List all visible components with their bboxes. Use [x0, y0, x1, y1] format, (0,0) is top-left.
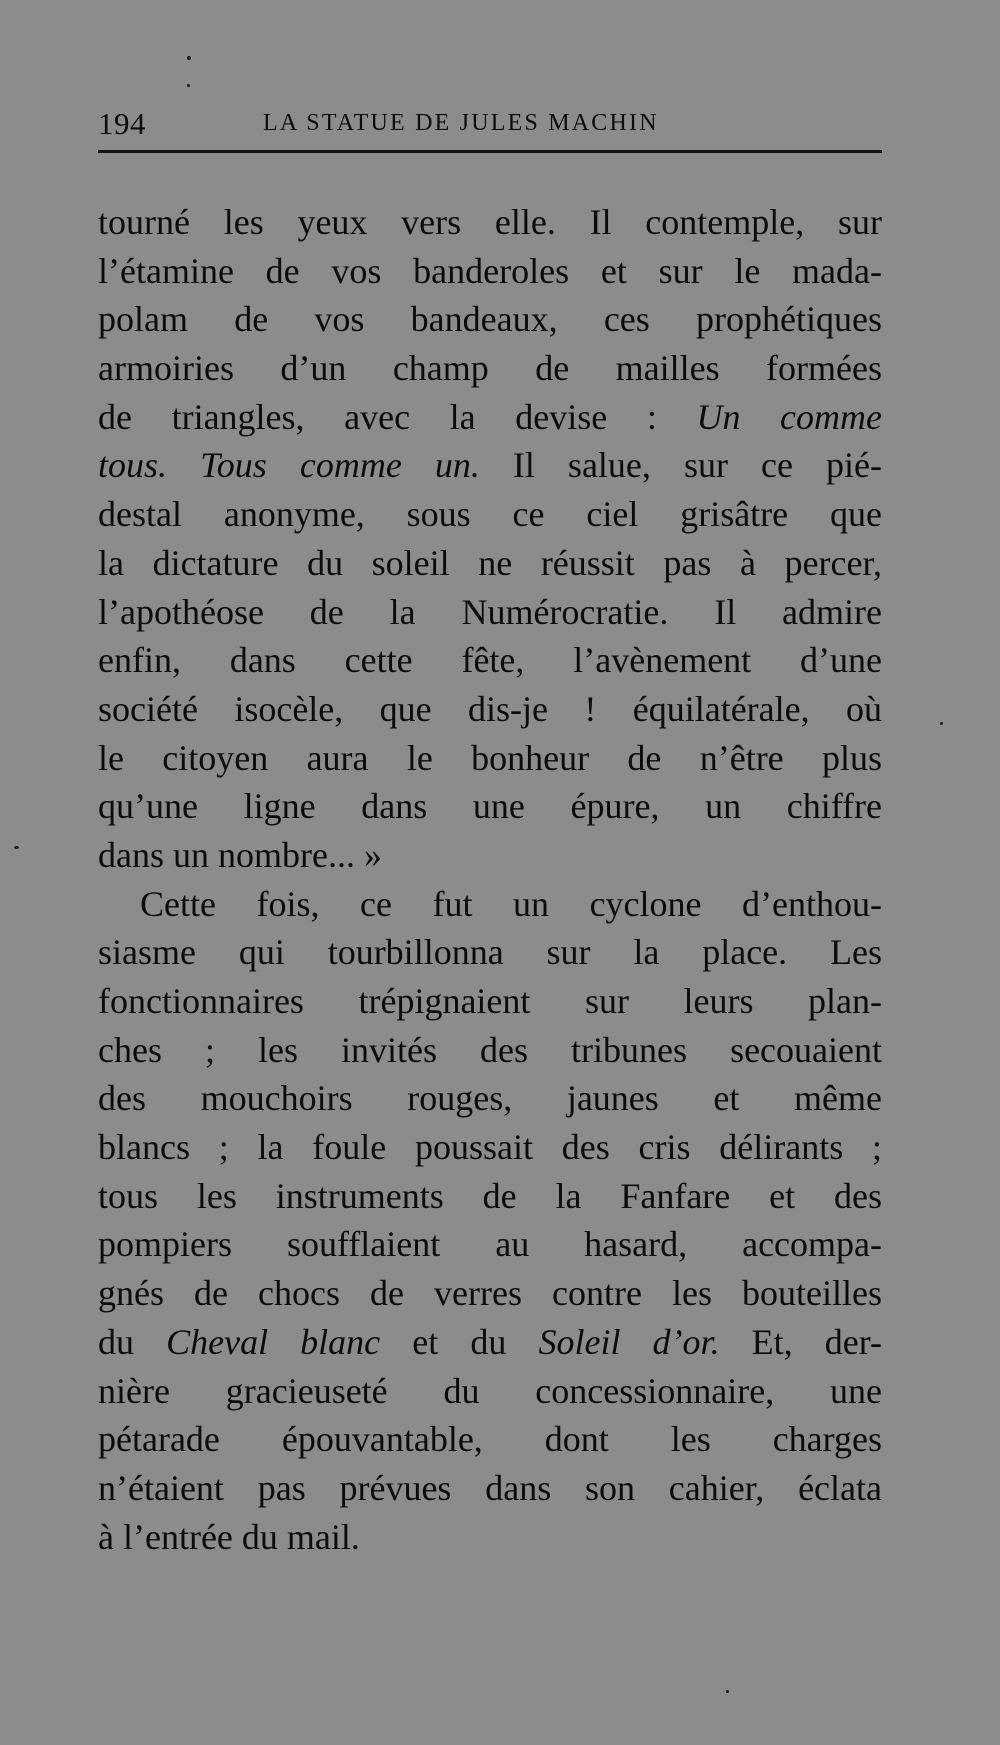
italic-phrase: Cheval blanc	[166, 1321, 381, 1362]
body-text	[98, 198, 882, 1561]
text-line: le citoyen aura le bonheur de n’être plus	[98, 737, 882, 778]
text-line: du Cheval blanc et du Soleil d’or. Et, der-	[98, 1321, 882, 1362]
text-line: pétarade épouvantable, dont les charges	[98, 1419, 882, 1460]
text-line: destal anonyme, sous ce ciel grisâtre que	[98, 494, 882, 535]
text-line: ches ; les invités des tribunes secouaient	[98, 1029, 882, 1070]
text-line: la dictature du soleil ne réussit pas à percer,	[98, 542, 882, 583]
text-line: dans un nombre... »	[98, 834, 382, 875]
page-number: 194	[98, 106, 146, 141]
text-line: fonctionnaires trépignaient sur leurs plan-	[98, 981, 882, 1021]
scan-speck	[940, 722, 943, 725]
text-line: qu’une ligne dans une épure, un chiffre	[98, 786, 882, 827]
text-line: société isocèle, que dis-je ! équilatérale, où	[98, 688, 882, 729]
scan-speck	[14, 846, 19, 849]
italic-phrase: Soleil d’or.	[538, 1321, 720, 1362]
text-line: des mouchoirs rouges, jaunes et même	[98, 1078, 882, 1119]
text-line: de triangles, avec la devise : Un comme	[98, 396, 882, 437]
text-line: armoiries d’un champ de mailles formées	[98, 348, 882, 389]
text-line: pompiers soufflaient au hasard, accompa-	[98, 1224, 882, 1265]
text-line: blancs ; la foule poussait des cris délirants ;	[98, 1127, 882, 1168]
italic-phrase: tous. Tous comme un.	[98, 445, 480, 486]
scan-speck	[187, 84, 190, 87]
scan-speck	[187, 56, 191, 60]
text-line: n’étaient pas prévues dans son cahier, éclata	[98, 1467, 882, 1508]
scan-speck	[726, 1690, 729, 1693]
text-line: siasme qui tourbillonna sur la place. Les	[98, 932, 882, 973]
text-line: nière gracieuseté du concessionnaire, une	[98, 1370, 882, 1411]
text-line: tous. Tous comme un. Il salue, sur ce pié-	[98, 445, 882, 486]
text-line: enfin, dans cette fête, l’avènement d’une	[98, 640, 882, 681]
italic-phrase: Un comme	[696, 396, 882, 437]
text-line: polam de vos bandeaux, ces prophétiques	[98, 299, 882, 340]
text-line: tourné les yeux vers elle. Il contemple, sur	[98, 202, 882, 242]
text-line: tous les instruments de la Fanfare et des	[98, 1175, 882, 1216]
running-title: LA STATUE DE JULES MACHIN	[263, 110, 659, 136]
page-header	[98, 100, 882, 150]
text-line: l’apothéose de la Numérocratie. Il admire	[98, 591, 882, 632]
header-rule	[98, 150, 882, 153]
paragraph-start-line: Cette fois, ce fut un cyclone d’enthou-	[140, 883, 882, 924]
text-line: gnés de chocs de verres contre les bouteilles	[98, 1273, 882, 1314]
text-line: l’étamine de vos banderoles et sur le mada-	[98, 250, 882, 291]
text-line: à l’entrée du mail.	[98, 1516, 360, 1557]
